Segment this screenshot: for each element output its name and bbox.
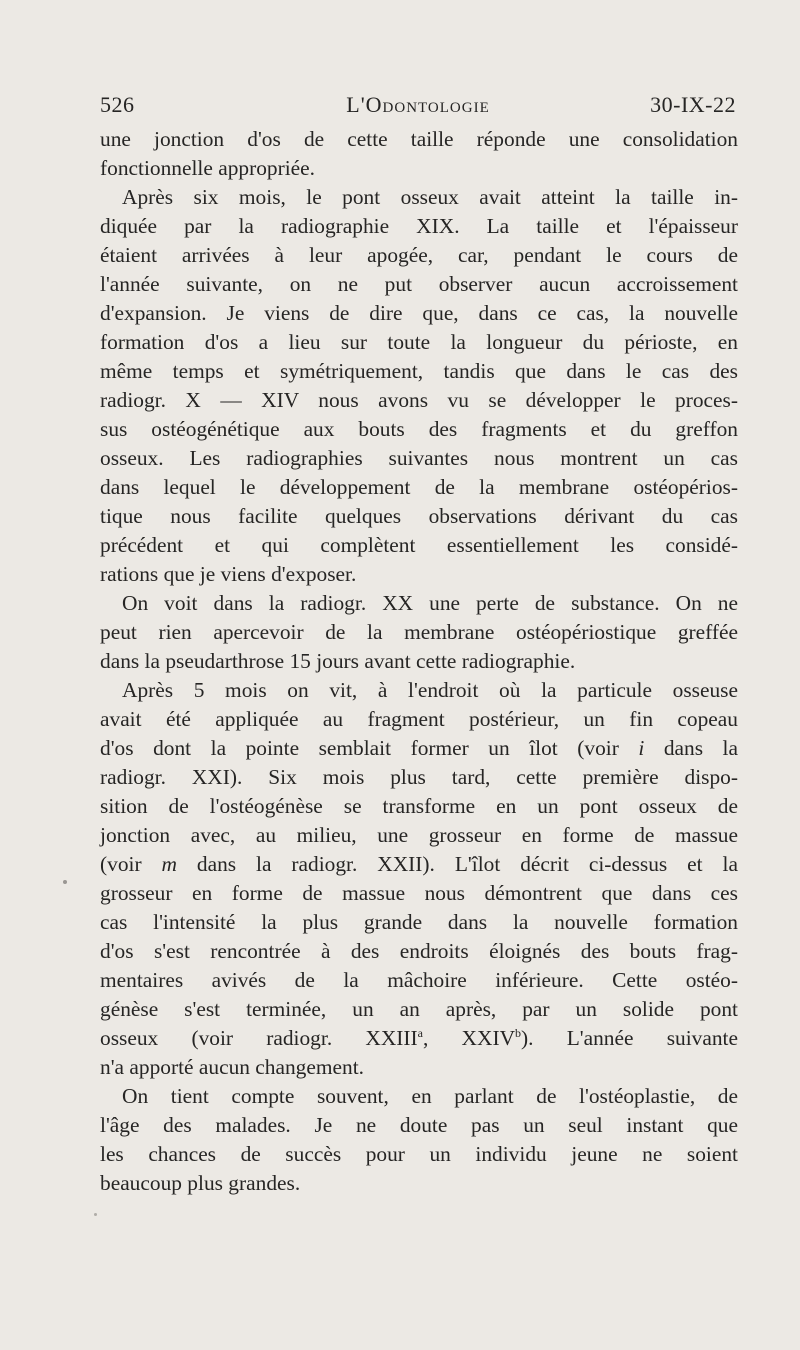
text-line: grosseur en forme de massue nous démontrent que dans ces bbox=[100, 881, 738, 905]
text-line: les chances de succès pour un individu jeune ne soient bbox=[100, 1142, 738, 1166]
text-line: précédent et qui complètent essentiellement les considé- bbox=[100, 533, 738, 557]
text-run: (voir bbox=[100, 852, 162, 876]
text-line: mentaires avivés de la mâchoire inférieure. Cette ostéo- bbox=[100, 968, 738, 992]
text-line: d'os s'est rencontrée à des endroits éloignés des bouts frag- bbox=[100, 939, 738, 963]
text-line: étaient arrivées à leur apogée, car, pendant le cours de bbox=[100, 243, 738, 267]
print-speck bbox=[94, 1213, 97, 1216]
text-line: On voit dans la radiogr. XX une perte de substance. On ne bbox=[122, 591, 738, 615]
text-line: peut rien apercevoir de la membrane ostéopériostique greffée bbox=[100, 620, 738, 644]
text-line: tique nous facilite quelques observations dérivant du cas bbox=[100, 504, 738, 528]
text-line: sition de l'ostéogénèse se transforme en un pont osseux de bbox=[100, 794, 738, 818]
text-line: génèse s'est terminée, un an après, par un solide pont bbox=[100, 997, 738, 1021]
text-line: l'année suivante, on ne put observer aucun accroissement bbox=[100, 272, 738, 296]
text-line: jonction avec, au milieu, une grosseur en forme de massue bbox=[100, 823, 738, 847]
text-line: Après 5 mois on vit, à l'endroit où la particule osseuse bbox=[122, 678, 738, 702]
text-run: osseux (voir radiogr. XXIII bbox=[100, 1026, 418, 1050]
print-speck bbox=[63, 880, 67, 884]
text-run: dans la radiogr. XXII). L'îlot décrit ci-dessus et la bbox=[176, 852, 738, 876]
text-line: dans lequel le développement de la membrane ostéopérios- bbox=[100, 475, 738, 499]
text-line: osseux. Les radiographies suivantes nous montrent un cas bbox=[100, 446, 738, 470]
text-line: d'expansion. Je viens de dire que, dans ce cas, la nouvelle bbox=[100, 301, 738, 325]
text-line bbox=[100, 850, 738, 879]
text-line: Après six mois, le pont osseux avait atteint la taille in- bbox=[122, 185, 738, 209]
text-line bbox=[100, 734, 738, 763]
text-line: sus ostéogénétique aux bouts des fragments et du greffon bbox=[100, 417, 738, 441]
text-line: beaucoup plus grandes. bbox=[100, 1171, 301, 1195]
body-text bbox=[100, 125, 738, 1198]
text-run: ). L'année suivante bbox=[521, 1026, 738, 1050]
text-line: n'a apporté aucun changement. bbox=[100, 1055, 364, 1079]
text-line: cas l'intensité la plus grande dans la nouvelle formation bbox=[100, 910, 738, 934]
italic-letter: i bbox=[638, 736, 645, 760]
journal-title: L'Odontologie bbox=[346, 92, 490, 117]
italic-letter: m bbox=[161, 852, 177, 876]
text-line: radiogr. XXI). Six mois plus tard, cette première dispo- bbox=[100, 765, 738, 789]
text-line: formation d'os a lieu sur toute la longueur du périoste, en bbox=[100, 330, 738, 354]
text-run: , XXIV bbox=[422, 1026, 516, 1050]
text-line: rations que je viens d'exposer. bbox=[100, 562, 357, 586]
issue-date: 30-IX-22 bbox=[650, 92, 736, 117]
text-line: On tient compte souvent, en parlant de l'ostéoplastie, de bbox=[122, 1084, 738, 1108]
page-number: 526 bbox=[100, 92, 135, 117]
text-line: radiogr. X — XIV nous avons vu se développer le proces- bbox=[100, 388, 738, 412]
text-run: dans la bbox=[644, 736, 738, 760]
text-line: dans la pseudarthrose 15 jours avant cette radiographie. bbox=[100, 649, 576, 673]
text-line: diquée par la radiographie XIX. La taille et l'épaisseur bbox=[100, 214, 738, 238]
text-line: une jonction d'os de cette taille réponde une consolidation bbox=[100, 127, 738, 151]
running-header bbox=[100, 92, 736, 118]
text-line: avait été appliquée au fragment postérieur, un fin copeau bbox=[100, 707, 738, 731]
text-line: fonctionnelle appropriée. bbox=[100, 156, 316, 180]
text-line bbox=[100, 1024, 738, 1053]
text-run: d'os dont la pointe semblait former un îlot (voir bbox=[100, 736, 639, 760]
text-line: l'âge des malades. Je ne doute pas un seul instant que bbox=[100, 1113, 738, 1137]
text-line: même temps et symétriquement, tandis que dans le cas des bbox=[100, 359, 738, 383]
superscript: b bbox=[515, 1026, 522, 1040]
superscript: a bbox=[417, 1026, 423, 1040]
